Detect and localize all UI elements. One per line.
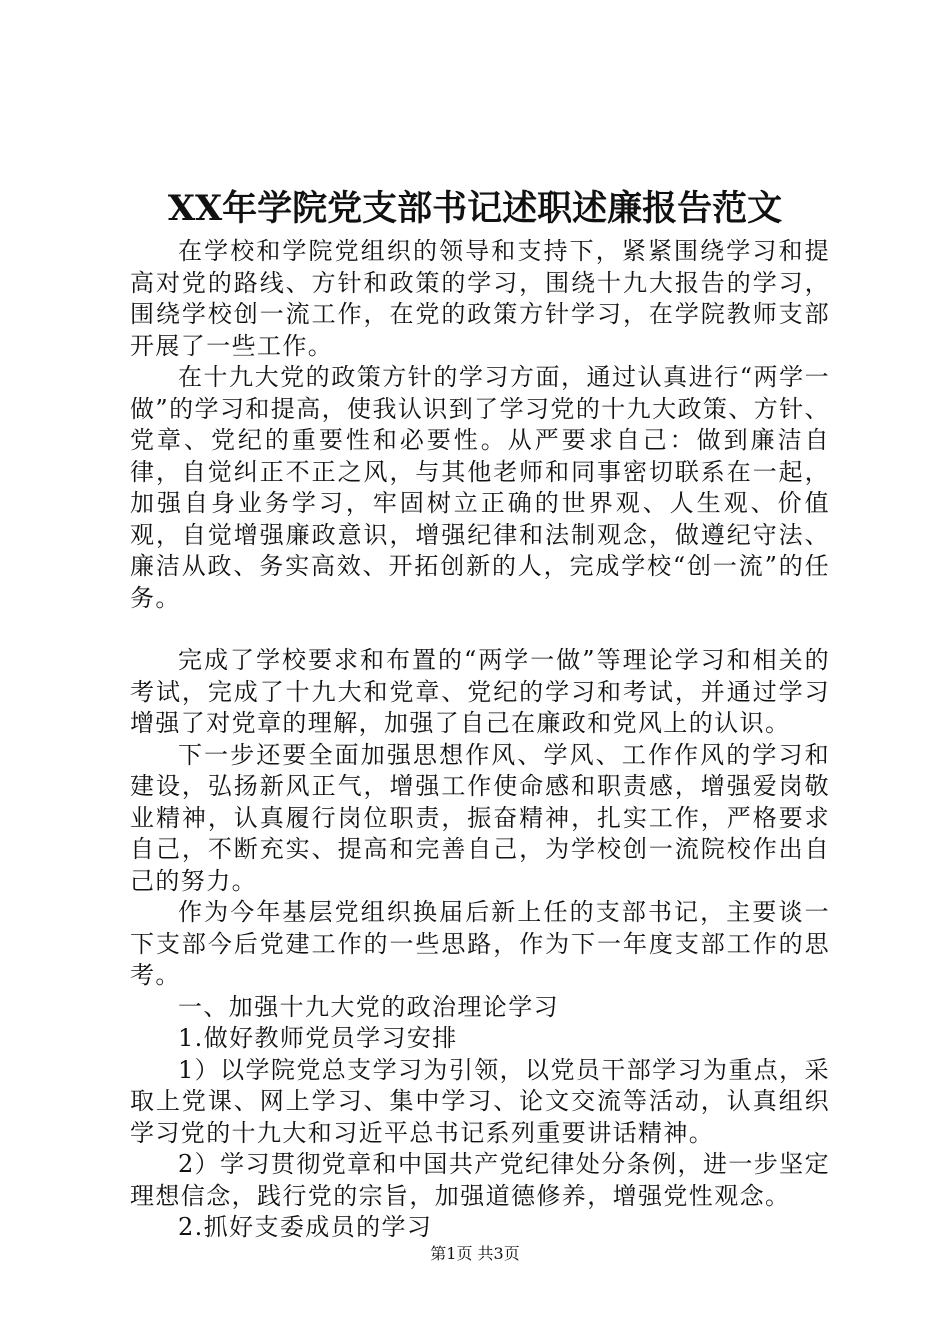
subsection-heading: 1.做好教师党员学习安排 <box>178 1024 458 1052</box>
paragraph: 在十九大党的政策方针的学习方面，通过认真进行“两学一做”的学习和提高，使我认识到了学习党的十九大政策、方针、党章、党纪的重要性和必要性。从严要求自己：做到廉洁自律，自觉纠正不正之风，与其他老师和同事密切联系在一起，加强自身业务学习，牢固树立正确的世界观、人生观、价值观，自觉增强廉政意识，增强纪律和法制观念，做遵纪守法、廉洁从政、务实高效、开拓创新的人，完成学校“创一流”的任务。 <box>130 363 830 612</box>
paragraph: 完成了学校要求和布置的“两学一做”等理论学习和相关的考试，完成了十九大和党章、党纪的学习和考试，并通过学习增强了对党章的理解，加强了自己在廉政和党风上的认识。 <box>130 646 830 737</box>
document-body <box>130 236 830 1244</box>
paragraph: 作为今年基层党组织换届后新上任的支部书记，主要谈一下支部今后党建工作的一些思路，作为下一年度支部工作的思考。 <box>130 898 830 989</box>
paragraph: 1）以学院党总支学习为引领，以党员干部学习为重点，采取上党课、网上学习、集中学习、论文交流等活动，认真组织学习党的十九大和习近平总书记系列重要讲话精神。 <box>130 1055 830 1147</box>
paragraph-spacer <box>130 614 830 645</box>
paragraph: 在学校和学院党组织的领导和支持下，紧紧围绕学习和提高对党的路线、方针和政策的学习，围绕十九大报告的学习，围绕学校创一流工作，在党的政策方针学习，在学院教师支部开展了一些工作。 <box>130 237 830 360</box>
subsection-heading: 2.抓好支委成员的学习 <box>178 1213 433 1241</box>
paragraph: 2）学习贯彻党章和中国共产党纪律处分条例，进一步坚定理想信念，践行党的宗旨，加强道德修养，增强党性观念。 <box>130 1150 830 1210</box>
page-number-footer: 第1页 共3页 <box>430 1244 520 1263</box>
document-title: XX年学院党支部书记述职述廉报告范文 <box>167 188 783 229</box>
section-heading: 一、加强十九大党的政治理论学习 <box>178 992 559 1021</box>
paragraph: 下一步还要全面加强思想作风、学风、工作作风的学习和建设，弘扬新风正气，增强工作使命感和职责感，增强爱岗敬业精神，认真履行岗位职责，振奋精神，扎实工作，严格要求自己，不断充实、提高和完善自己，为学校创一流院校作出自己的努力。 <box>130 740 830 895</box>
